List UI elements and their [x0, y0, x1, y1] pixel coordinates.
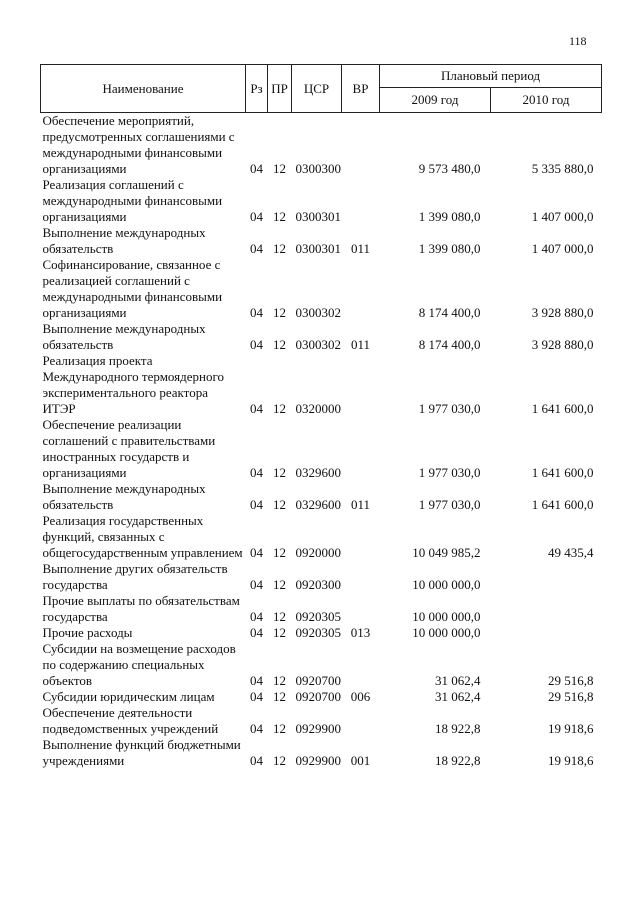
table-header	[41, 65, 602, 113]
row-vr: 006	[350, 689, 371, 704]
row-pr: 12	[273, 497, 286, 512]
row-value-2009: 1 399 080,0	[418, 241, 481, 256]
row-pr: 12	[273, 209, 286, 224]
table-row	[41, 625, 602, 641]
row-csr: 0300302	[295, 305, 341, 320]
row-vr	[342, 113, 380, 178]
row-vr: 011	[350, 241, 371, 256]
row-name: Выполнение международных обязательств	[42, 321, 206, 352]
row-value-2009: 1 977 030,0	[418, 497, 481, 512]
row-value-2009: 31 062,4	[435, 673, 481, 688]
row-value-2010: 1 407 000,0	[531, 241, 594, 256]
table-row	[41, 689, 602, 705]
table-row	[41, 481, 602, 513]
row-csr: 0920700	[295, 673, 341, 688]
row-rz: 04	[250, 401, 263, 416]
header-year-2009: 2009 год	[380, 88, 491, 113]
row-csr: 0300301	[295, 209, 341, 224]
table-row	[41, 705, 602, 737]
row-rz: 04	[250, 497, 263, 512]
table-row	[41, 113, 602, 178]
row-name: Софинансирование, связанное с реализацией соглашений с международными финансовыми организациями	[42, 257, 223, 320]
row-csr: 0920000	[295, 545, 341, 560]
row-vr	[342, 641, 380, 689]
row-pr: 12	[273, 545, 286, 560]
row-csr: 0920700	[295, 689, 341, 704]
page-number: 118	[569, 34, 587, 48]
row-rz: 04	[250, 609, 263, 624]
row-rz: 04	[250, 209, 263, 224]
row-csr: 0300302	[295, 337, 341, 352]
row-rz: 04	[250, 545, 263, 560]
row-value-2009: 9 573 480,0	[418, 161, 481, 176]
row-rz: 04	[250, 753, 263, 768]
row-vr: 001	[350, 753, 371, 768]
row-pr: 12	[273, 753, 286, 768]
row-name: Прочие выплаты по обязательствам государства	[42, 593, 240, 624]
row-value-2009: 10 000 000,0	[412, 577, 481, 592]
row-value-2010	[491, 625, 602, 641]
row-vr	[342, 257, 380, 321]
row-vr	[342, 177, 380, 225]
row-rz: 04	[250, 305, 263, 320]
row-value-2009: 1 977 030,0	[418, 465, 481, 480]
row-csr: 0320000	[295, 401, 341, 416]
table-row	[41, 561, 602, 593]
row-name: Реализация соглашений с международными финансовыми организациями	[42, 177, 223, 224]
row-vr	[342, 705, 380, 737]
header-planned-period: Плановый период	[380, 65, 602, 88]
row-rz: 04	[250, 337, 263, 352]
row-value-2010: 5 335 880,0	[531, 161, 594, 176]
table-row	[41, 177, 602, 225]
row-rz: 04	[250, 465, 263, 480]
row-name: Прочие расходы	[42, 625, 133, 640]
row-csr: 0300301	[295, 241, 341, 256]
row-csr: 0300300	[295, 161, 341, 176]
table-row	[41, 641, 602, 689]
row-pr: 12	[273, 577, 286, 592]
header-pr: ПР	[268, 65, 292, 113]
row-name: Обеспечение реализации соглашений с правительствами иностранных государств и организациями	[42, 417, 216, 480]
table-row	[41, 737, 602, 769]
header-name: Наименование	[41, 65, 246, 113]
row-value-2009: 1 977 030,0	[418, 401, 481, 416]
row-pr: 12	[273, 161, 286, 176]
row-rz: 04	[250, 625, 263, 640]
header-csr: ЦСР	[292, 65, 342, 113]
row-value-2010: 1 641 600,0	[531, 465, 594, 480]
budget-table	[40, 64, 602, 769]
row-pr: 12	[273, 401, 286, 416]
row-rz: 04	[250, 577, 263, 592]
row-value-2009: 10 049 985,2	[412, 545, 481, 560]
row-csr: 0929900	[295, 753, 341, 768]
row-csr: 0329600	[295, 465, 341, 480]
table-row	[41, 225, 602, 257]
row-vr: 013	[350, 625, 371, 640]
row-value-2009: 31 062,4	[435, 689, 481, 704]
row-value-2010: 49 435,4	[548, 545, 594, 560]
row-csr: 0920300	[295, 577, 341, 592]
row-rz: 04	[250, 721, 263, 736]
row-value-2010: 19 918,6	[548, 721, 594, 736]
row-value-2009: 8 174 400,0	[418, 305, 481, 320]
table-row	[41, 417, 602, 481]
row-value-2009: 1 399 080,0	[418, 209, 481, 224]
row-pr: 12	[273, 305, 286, 320]
row-rz: 04	[250, 161, 263, 176]
row-value-2010: 3 928 880,0	[531, 337, 594, 352]
row-name: Обеспечение деятельности подведомственных учреждений	[42, 705, 219, 736]
row-pr: 12	[273, 241, 286, 256]
row-value-2010	[491, 561, 602, 593]
row-value-2010: 19 918,6	[548, 753, 594, 768]
row-name: Субсидии на возмещение расходов по содержанию специальных объектов	[42, 641, 236, 688]
row-csr: 0920305	[295, 609, 341, 624]
row-csr: 0929900	[295, 721, 341, 736]
row-name: Субсидии юридическим лицам	[42, 689, 215, 704]
row-pr: 12	[273, 625, 286, 640]
table-row	[41, 353, 602, 417]
row-rz: 04	[250, 241, 263, 256]
row-vr	[342, 513, 380, 561]
row-value-2010: 1 407 000,0	[531, 209, 594, 224]
row-name: Выполнение международных обязательств	[42, 481, 206, 512]
row-vr	[342, 353, 380, 417]
row-value-2009: 10 000 000,0	[412, 609, 481, 624]
row-pr: 12	[273, 465, 286, 480]
row-value-2009: 10 000 000,0	[412, 625, 481, 640]
row-vr	[342, 593, 380, 625]
table-row	[41, 513, 602, 561]
row-value-2010: 3 928 880,0	[531, 305, 594, 320]
row-pr: 12	[273, 689, 286, 704]
row-vr: 011	[350, 497, 371, 512]
row-value-2010: 1 641 600,0	[531, 497, 594, 512]
row-csr: 0329600	[295, 497, 341, 512]
table-row	[41, 257, 602, 321]
row-vr	[342, 417, 380, 481]
table-row	[41, 321, 602, 353]
row-value-2009: 8 174 400,0	[418, 337, 481, 352]
row-name: Выполнение других обязательств государства	[42, 561, 228, 592]
header-rz: Рз	[246, 65, 268, 113]
row-pr: 12	[273, 337, 286, 352]
row-name: Обеспечение мероприятий, предусмотренных соглашениями с международными финансовыми организациями	[42, 113, 235, 176]
row-value-2009: 18 922,8	[435, 721, 481, 736]
row-rz: 04	[250, 673, 263, 688]
row-name: Реализация проекта Международного термоядерного экспериментального реактора ИТЭР	[42, 353, 224, 416]
row-vr	[342, 561, 380, 593]
row-name: Выполнение международных обязательств	[42, 225, 206, 256]
row-value-2010: 29 516,8	[548, 673, 594, 688]
table-row	[41, 593, 602, 625]
row-value-2009: 18 922,8	[435, 753, 481, 768]
row-value-2010	[491, 593, 602, 625]
header-year-2010: 2010 год	[491, 88, 602, 113]
header-vr: ВР	[342, 65, 380, 113]
row-pr: 12	[273, 609, 286, 624]
row-pr: 12	[273, 673, 286, 688]
row-name: Выполнение функций бюджетными учреждениями	[42, 737, 241, 768]
row-csr: 0920305	[295, 625, 341, 640]
table-body	[41, 113, 602, 770]
row-value-2010: 29 516,8	[548, 689, 594, 704]
row-name: Реализация государственных функций, связанных с общегосударственным управлением	[42, 513, 243, 560]
row-value-2010: 1 641 600,0	[531, 401, 594, 416]
row-vr: 011	[350, 337, 371, 352]
row-pr: 12	[273, 721, 286, 736]
row-rz: 04	[250, 689, 263, 704]
